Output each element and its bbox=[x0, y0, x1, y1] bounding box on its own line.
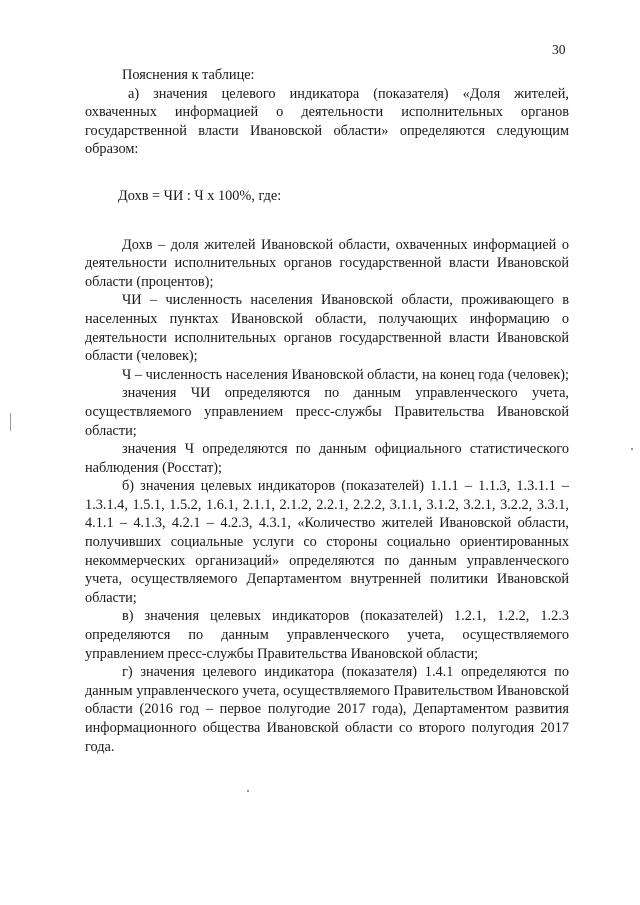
definition-ch: Ч – численность населения Ивановской области, на конец года (человек); bbox=[122, 366, 569, 383]
page-number: 30 bbox=[552, 42, 566, 57]
formula: Дохв = ЧИ : Ч х 100%, где: bbox=[118, 187, 282, 204]
scan-mark-left bbox=[10, 413, 11, 431]
document-body bbox=[85, 66, 569, 756]
definition-dohv: Дохв – доля жителей Ивановской области, охваченных информацией о деятельности исполнительных органов государственной власти Ивановской области (процентов); bbox=[85, 236, 569, 290]
source-chi: значения ЧИ определяются по данным управленческого учета, осуществляемого управлением пресс-службы Правительства Ивановской области; bbox=[85, 385, 569, 439]
paragraph-g: г) значения целевого индикатора (показателя) 1.4.1 определяются по данным управленческого учета, осуществляемого Правительством Ивановской области (2016 год – первое полугодие 2017 года), Департаментом развития информационного общества Ивановской области со второго полугодия 2017 года. bbox=[85, 664, 569, 755]
paragraph-v: в) значения целевых индикаторов (показателей) 1.2.1, 1.2.2, 1.2.3 определяются по данным управленческого учета, осуществляемого управлением пресс-службы Правительства Ивановской области; bbox=[85, 608, 569, 662]
paragraph-b: б) значения целевых индикаторов (показателей) 1.1.1 – 1.1.3, 1.3.1.1 – 1.3.1.4, 1.5.1, 1.5.2, 1.6.1, 2.1.1, 2.1.2, 2.2.1, 2.2.2, 3.1.1, 3.1.2, 3.2.1, 3.2.2, 3.3.1, 4.1.1 – 4.1.3, 4.2.1 – 4.2.3, 4.3.1, «Количество жителей Ивановской области, получивших социальные услуги со стороны социально ориентированных некоммерческих организаций» определяются по данным управленческого учета, осуществляемого Департаментом внутренней политики Ивановской области; bbox=[85, 478, 569, 606]
paragraph-a: а) значения целевого индикатора (показателя) «Доля жителей, охваченных информацией о деятельности исполнительных органов государственной власти Ивановской области» определяются следующим образом: bbox=[85, 85, 569, 158]
definition-chi: ЧИ – численность населения Ивановской области, проживающего в населенных пунктах Ивановской области, получающих информацию о деятельности исполнительных органов государственной власти Ивановской области (человек); bbox=[85, 292, 569, 365]
heading: Пояснения к таблице: bbox=[122, 67, 255, 83]
source-ch: значения Ч определяются по данным официального статистического наблюдения (Росстат); bbox=[85, 441, 569, 476]
scan-dot bbox=[631, 448, 633, 450]
scan-dot bbox=[247, 790, 249, 792]
